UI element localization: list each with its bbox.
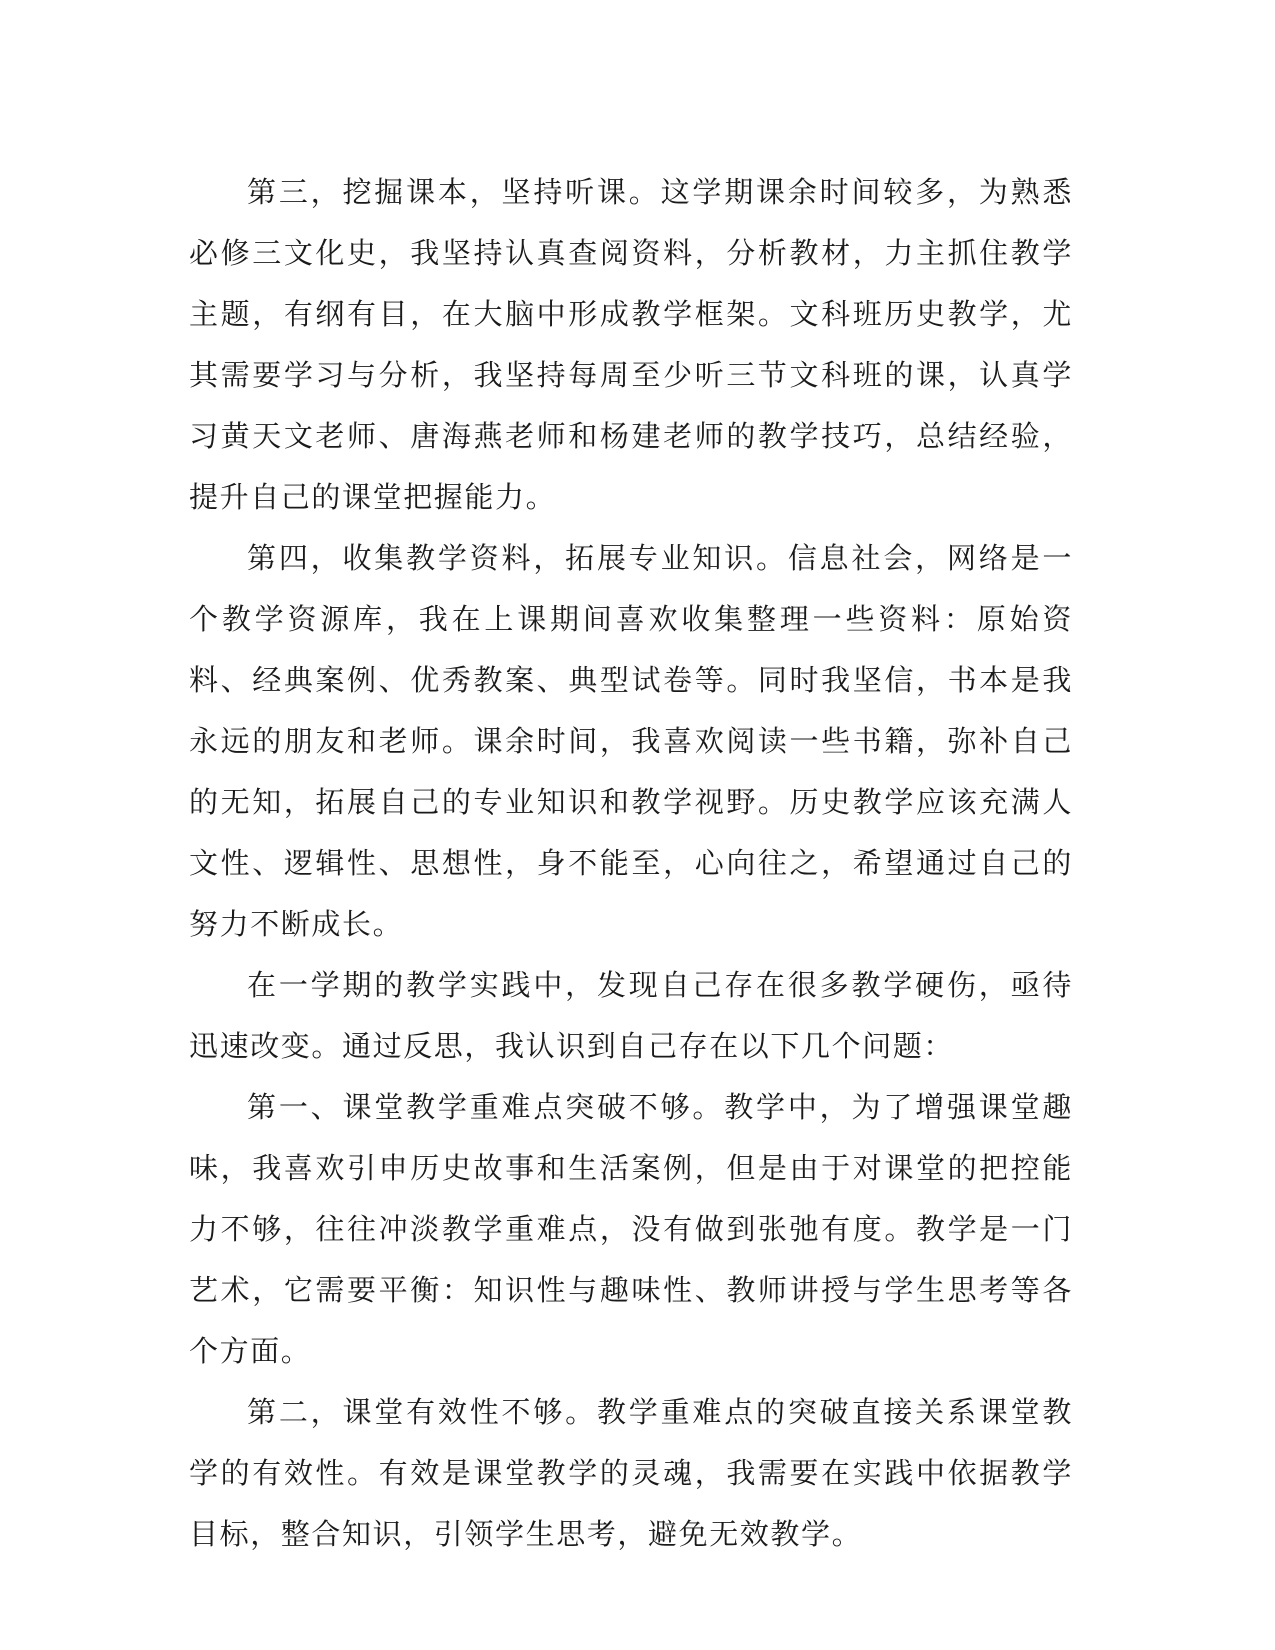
paragraph-reflection-intro: 在一学期的教学实践中，发现自己存在很多教学硬伤，亟待迅速改变。通过反思，我认识到自己存在以下几个问题： <box>189 968 1073 1063</box>
paragraph-problem-one: 第一、课堂教学重难点突破不够。教学中，为了增强课堂趣味，我喜欢引申历史故事和生活案例，但是由于对课堂的把控能力不够，往往冲淡教学重难点，没有做到张弛有度。教学是一门艺术，它需要平衡：知识性与趣味性、教师讲授与学生思考等各个方面。 <box>189 1090 1073 1368</box>
paragraph-problem-two: 第二，课堂有效性不够。教学重难点的突破直接关系课堂教学的有效性。有效是课堂教学的灵魂，我需要在实践中依据教学目标，整合知识，引领学生思考，避免无效教学。 <box>189 1395 1073 1551</box>
paragraph-listening-lessons: 第三，挖掘课本，坚持听课。这学期课余时间较多，为熟悉必修三文化史，我坚持认真查阅资料，分析教材，力主抓住教学主题，有纲有目，在大脑中形成教学框架。文科班历史教学，尤其需要学习与分析，我坚持每周至少听三节文科班的课，认真学习黄天文老师、唐海燕老师和杨建老师的教学技巧，总结经验，提升自己的课堂把握能力。 <box>189 175 1073 514</box>
document-body <box>189 162 1073 1565</box>
paragraph-collecting-materials: 第四，收集教学资料，拓展专业知识。信息社会，网络是一个教学资源库，我在上课期间喜欢收集整理一些资料：原始资料、经典案例、优秀教案、典型试卷等。同时我坚信，书本是我永远的朋友和老师。课余时间，我喜欢阅读一些书籍，弥补自己的无知，拓展自己的专业知识和教学视野。历史教学应该充满人文性、逻辑性、思想性，身不能至，心向往之，希望通过自己的努力不断成长。 <box>189 541 1073 941</box>
